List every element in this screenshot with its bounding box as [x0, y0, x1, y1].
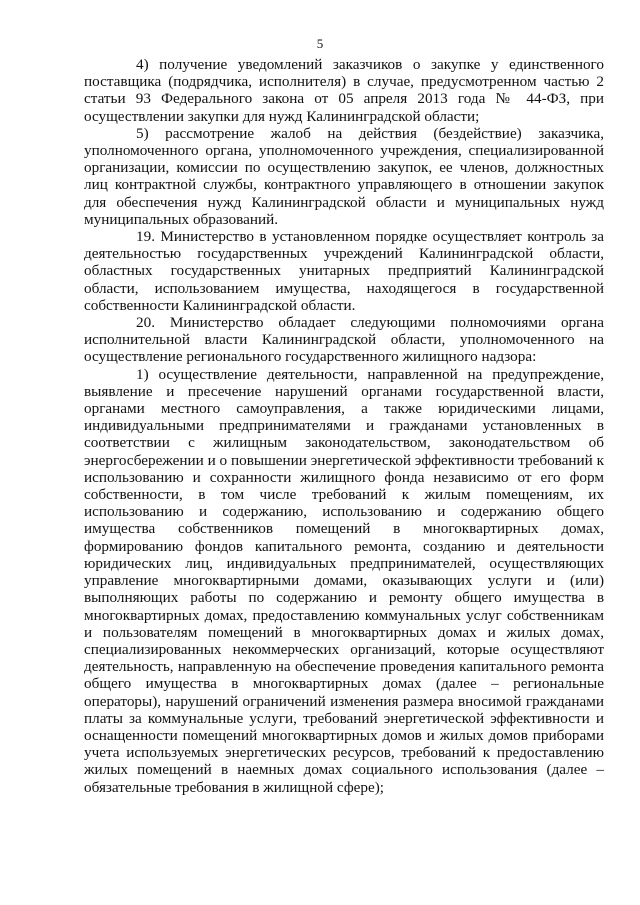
paragraph-section-19: 19. Министерство в установленном порядке осуществляет контроль за деятельностью государственных учреждений Калининградской области, областных государственных унитарных предприятий Калининградской области, использованием имущества, находящегося в государственной собственности Калининградской области.	[84, 228, 604, 314]
page-number: 5	[316, 36, 324, 51]
document-body	[84, 56, 604, 796]
paragraph-item-1: 1) осуществление деятельности, направленной на предупреждение, выявление и пресечение нарушений органами государственной власти, органами местного самоуправления, а также юридическими лицами, индивидуальными предпринимателями и гражданами установленных в соответствии с жилищным законодательством, законодательством об энергосбережении и о повышении энергетической эффективности требований к использованию и сохранности жилищного фонда независимо от его форм собственности, в том числе требований к жилым помещениям, их использованию и содержанию, использованию и содержанию общего имущества собственников помещений в многоквартирных домах, формированию фондов капитального ремонта, созданию и деятельности юридических лиц, индивидуальных предпринимателей, осуществляющих управление многоквартирными домами, оказывающих услуги и (или) выполняющих работы по содержанию и ремонту общего имущества в многоквартирных домах, предоставлению коммунальных услуг собственникам и пользователям помещений в многоквартирных домах и жилых домах, специализированных некоммерческих организаций, которые осуществляют деятельность, направленную на обеспечение проведения капитального ремонта общего имущества в многоквартирных домах (далее – региональные операторы), нарушений ограничений изменения размера вносимой гражданами платы за коммунальные услуги, требований энергетической эффективности и оснащенности помещений многоквартирных домов и жилых домов приборами учета используемых энергетических ресурсов, требований к предоставлению жилых помещений в наемных домах социального использования (далее – обязательные требования в жилищной сфере);	[84, 365, 604, 796]
paragraph-item-4: 4) получение уведомлений заказчиков о закупке у единственного поставщика (подрядчика, исполнителя) в случае, предусмотренном частью 2 статьи 93 Федерального закона от 05 апреля 2013 года № 44-ФЗ, при осуществлении закупки для нужд Калининградской области;	[84, 56, 604, 125]
paragraph-section-20: 20. Министерство обладает следующими полномочиями органа исполнительной власти Калининградской области, уполномоченного на осуществление регионального государственного жилищного надзора:	[84, 314, 604, 366]
paragraph-item-5: 5) рассмотрение жалоб на действия (бездействие) заказчика, уполномоченного органа, уполномоченного учреждения, специализированной организации, комиссии по осуществлению закупок, ее членов, должностных лиц контрактной службы, контрактного управляющего в отношении закупок для обеспечения нужд Калининградской области и муниципальных нужд муниципальных образований.	[84, 124, 604, 228]
